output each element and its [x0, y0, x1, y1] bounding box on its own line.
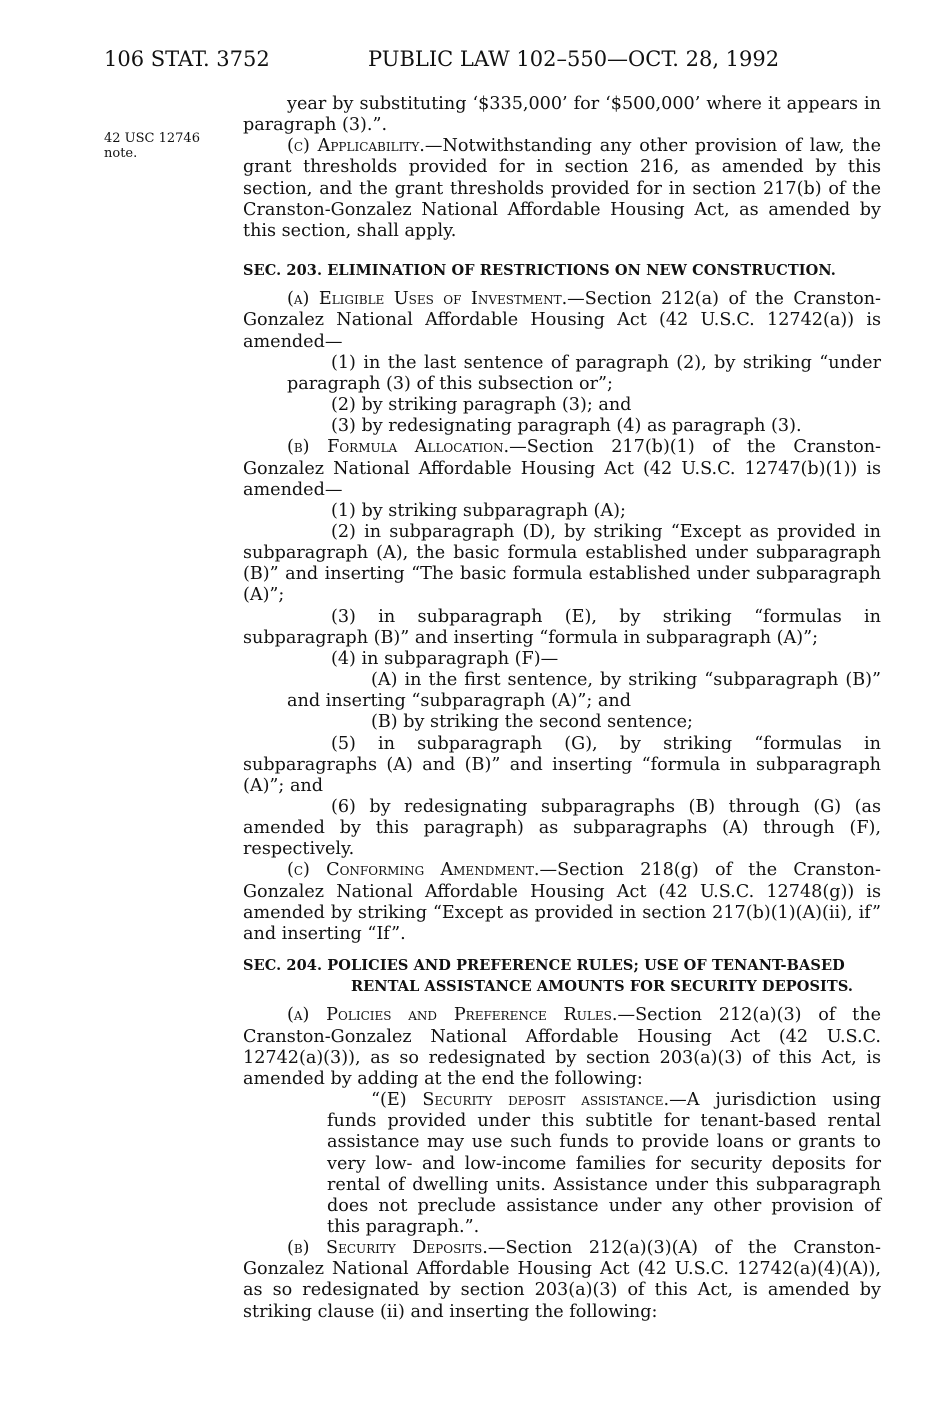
- list-item: (3) by redesignating paragraph (4) as paragraph (3).: [331, 416, 802, 437]
- subsection-heading: (b) Security Deposits.: [287, 1238, 488, 1259]
- subsection-heading: (c) Applicability.: [287, 136, 425, 157]
- section-heading-204: [243, 955, 881, 997]
- subsection-heading: (a) Policies and Preference Rules.: [287, 1005, 618, 1026]
- body-text: [243, 94, 881, 1323]
- paragraph-eligible-uses: [243, 289, 881, 352]
- paragraph-security-deposits: [243, 1238, 881, 1323]
- section-heading-line: SEC. 204. POLICIES AND PREFERENCE RULES; USE OF TENANT-BASED: [243, 957, 845, 975]
- list-item: (4) in subparagraph (F)—: [331, 648, 559, 669]
- public-law-citation: PUBLIC LAW 102–550—OCT. 28, 1992: [368, 47, 780, 71]
- list-item: (2) by striking paragraph (3); and: [331, 395, 632, 416]
- list-item: (1) in the last sentence of paragraph (2), by striking “under paragraph (3) of this subsection or”;: [287, 352, 881, 394]
- paragraph-text: —A jurisdiction using funds provided under this subtitle for tenant-based rental assistance may use such funds to provide loans or grants to very low- and low-income families for security deposits for rental of dwelling units. Assistance under this subparagraph does not preclude assistance under any other provision of this paragraph.”.: [327, 1090, 881, 1237]
- paragraph-policies: [243, 1005, 881, 1090]
- sub-list-item: (A) in the first sentence, by striking “subparagraph (B)” and inserting “subparagraph (A)”; and: [287, 670, 881, 712]
- margin-note-citation: 42 USC 12746: [104, 131, 200, 146]
- margin-note-label: note.: [104, 146, 138, 161]
- paragraph-text: —Section 212(a) of the Cranston-Gonzalez National Affordable Housing Act (42 U.S.C. 12742(a)) is amended—: [243, 289, 881, 352]
- paragraph-formula-allocation: [243, 437, 881, 500]
- statute-page-number: 106 STAT. 3752: [104, 47, 270, 71]
- list-item: (2) in subparagraph (D), by striking “Except as provided in subparagraph (A), the basic formula established under subparagraph (B)” and inserting “The basic formula established under subparagraph (A)”;: [243, 521, 881, 606]
- subsection-heading: (a) Eligible Uses of Investment.: [287, 289, 568, 310]
- list-item: (1) by striking subparagraph (A);: [331, 500, 626, 521]
- paragraph-text: —Section 212(a)(3) of the Cranston-Gonzalez National Affordable Housing Act (42 U.S.C. 12742(a)(3)), as so redesignated by section 203(a)(3) of this Act, is amended by adding at the end the following:: [243, 1005, 881, 1089]
- paragraph-text: —Notwithstanding any other provision of law, the grant thresholds provided for in section 216, as amended by this section, and the grant thresholds provided for in section 217(b) of the Cranston-Gonzalez National Affordable Housing Act, as amended by this section, shall apply.: [243, 136, 882, 241]
- margin-note: [104, 131, 224, 161]
- paragraph-text: —Section 218(g) of the Cranston-Gonzalez National Affordable Housing Act (42 U.S.C. 12748(g)) is amended by striking “Except as provided in section 217(b)(1)(A)(ii), if” and inserting “If”.: [243, 860, 881, 944]
- quoted-paragraph: [243, 1090, 881, 1238]
- list-item: (5) in subparagraph (G), by striking “formulas in subparagraphs (A) and (B)” and inserting “formula in subparagraph (A)”; and: [243, 733, 881, 796]
- paragraph-conforming-amendment: [243, 860, 881, 945]
- paragraph-text: —Section 212(a)(3)(A) of the Cranston-Gonzalez National Affordable Housing Act (42 U.S.C. 12742(a)(4)(A)), as so redesignated by section 203(a)(3) of this Act, is amended by striking clause (ii) and inserting the following:: [243, 1238, 881, 1322]
- paragraph-applicability: [243, 136, 881, 242]
- paragraph-text: —Section 217(b)(1) of the Cranston-Gonzalez National Affordable Housing Act (42 U.S.C. 12747(b)(1)) is amended—: [243, 437, 881, 500]
- list-item: (6) by redesignating subparagraphs (B) through (G) (as amended by this paragraph) as subparagraphs (A) through (F), respectively.: [243, 797, 881, 860]
- section-heading-line: RENTAL ASSISTANCE AMOUNTS FOR SECURITY DEPOSITS.: [351, 978, 854, 996]
- subsection-heading: “(E) Security deposit assistance.: [371, 1090, 670, 1111]
- subsection-heading: (c) Conforming Amendment.: [287, 860, 540, 881]
- sub-list-item: (B) by striking the second sentence;: [371, 712, 693, 733]
- paragraph: year by substituting ‘$335,000’ for ‘$500,000’ where it appears in paragraph (3).”.: [243, 94, 881, 136]
- list-item: (3) in subparagraph (E), by striking “formulas in subparagraph (B)” and inserting “formula in subparagraph (A)”;: [243, 606, 881, 648]
- section-heading-203: SEC. 203. ELIMINATION OF RESTRICTIONS ON NEW CONSTRUCTION.: [243, 262, 836, 280]
- subsection-heading: (b) Formula Allocation.: [287, 437, 510, 458]
